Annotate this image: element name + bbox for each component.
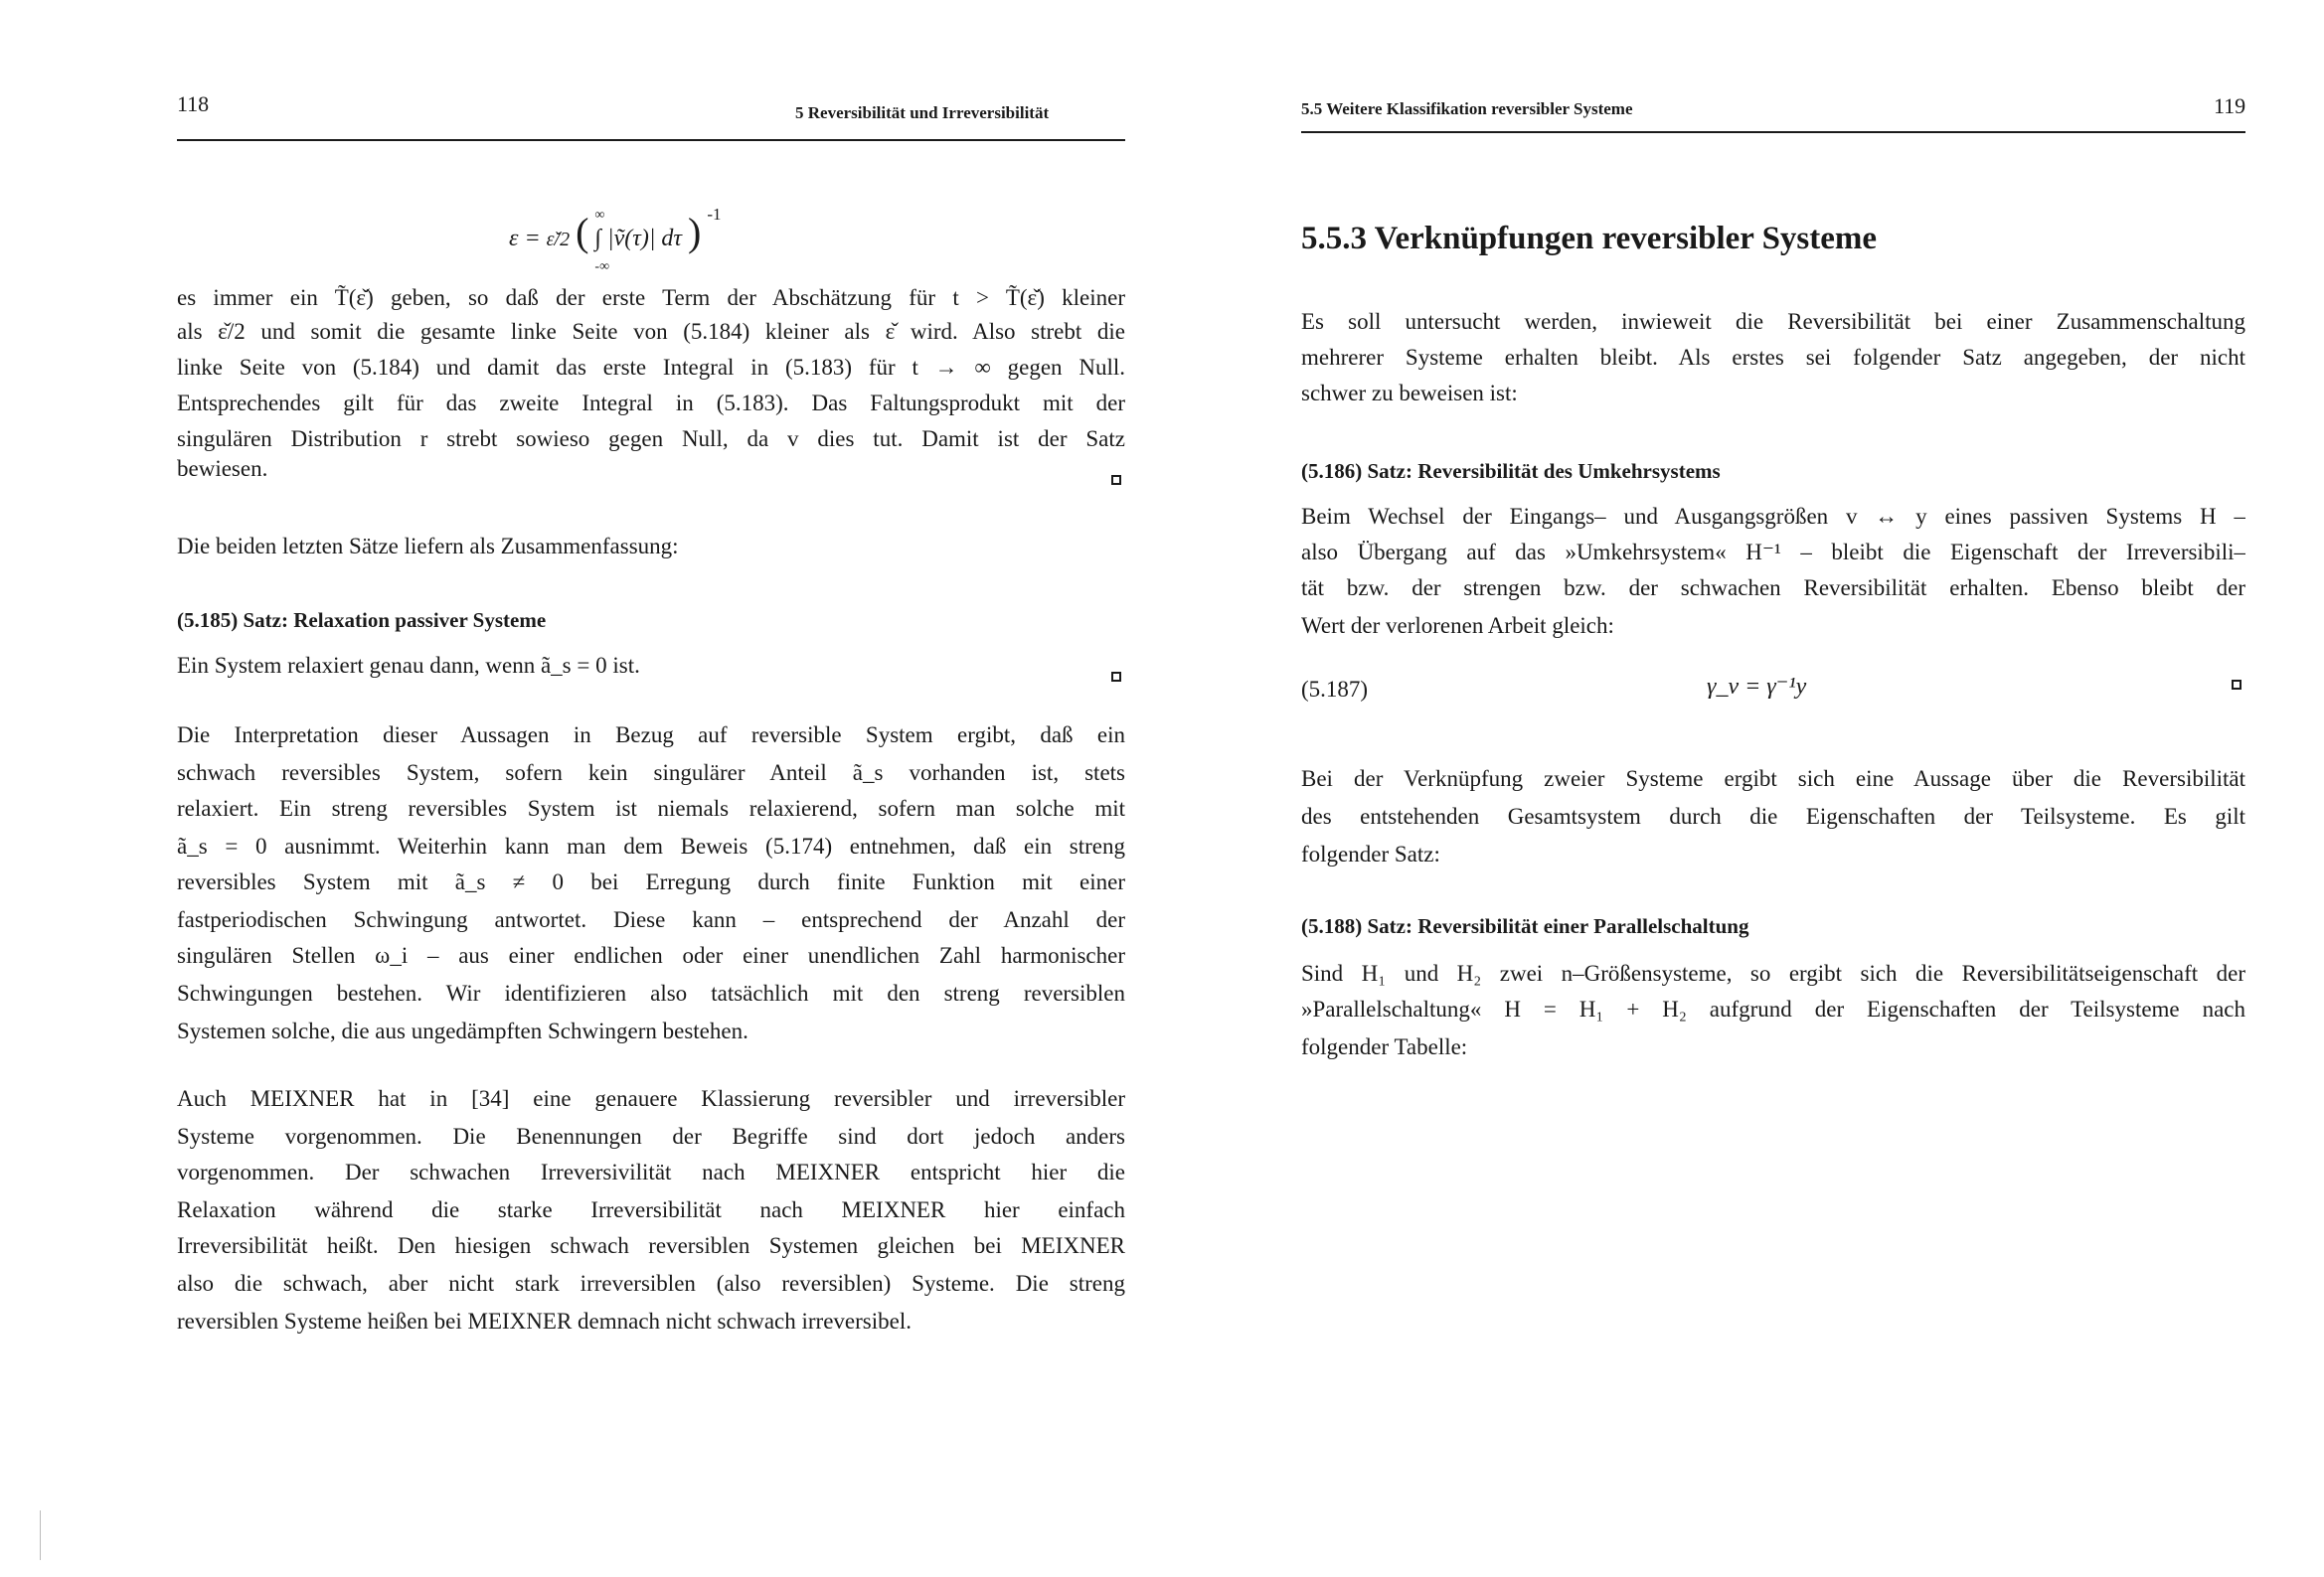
satz-heading: (5.185) Satz: Relaxation passiver Systeme	[177, 608, 547, 632]
scan-mark	[40, 1510, 41, 1560]
qed-box	[1111, 672, 1121, 682]
paragraph-line: schwach reversibles System, sofern kein singulärer Anteil ã_s vorhanden ist, stets	[177, 760, 1125, 785]
equation-epsilon	[509, 205, 722, 274]
paragraph-line: ã_s = 0 ausnimmt. Weiterhin kann man dem Beweis (5.174) entnehmen, daß ein streng	[177, 834, 1125, 859]
paragraph-line: linke Seite von (5.184) und damit das erste Integral in (5.183) für t → ∞ gegen Null.	[177, 355, 1125, 380]
paragraph-line: Die Interpretation dieser Aussagen in Bezug auf reversible System ergibt, daß ein	[177, 722, 1125, 747]
equation-exponent: -1	[707, 205, 722, 224]
equation-lhs: ε =	[509, 226, 541, 251]
running-head: 5 Reversibilität und Irreversibilität	[795, 103, 1050, 122]
paragraph-line: Sind H₁ und H₂ zwei n–Größensysteme, so ergibt sich die Reversibilitätseigenschaft der	[1301, 961, 2245, 986]
paragraph-line: fastperiodischen Schwingung antwortet. Diese kann – entsprechend der Anzahl der	[177, 907, 1125, 932]
paragraph-line: Systemen solche, die aus ungedämpften Schwingern bestehen.	[177, 1019, 748, 1043]
paragraph-line: vorgenommen. Der schwachen Irreversivilität nach MEIXNER entspricht hier die	[177, 1160, 1125, 1184]
paragraph-line: folgender Tabelle:	[1301, 1034, 1468, 1059]
satz-heading: (5.188) Satz: Reversibilität einer Parallelschaltung	[1301, 914, 1749, 938]
paragraph-line: folgender Satz:	[1301, 842, 1440, 867]
paragraph-line: als ε̌/2 und somit die gesamte linke Seite von (5.184) kleiner als ε̌ wird. Also strebt die	[177, 319, 1125, 344]
paragraph-line: Wert der verlorenen Arbeit gleich:	[1301, 613, 1614, 638]
paragraph-line: Die beiden letzten Sätze liefern als Zusammenfassung:	[177, 534, 679, 558]
paragraph-line: Es soll untersucht werden, inwieweit die Reversibilität bei einer Zusammenschaltung	[1301, 309, 2245, 334]
paragraph-line: es immer ein T̃(ε̌) geben, so daß der erste Term der Abschätzung für t > T̃(ε̌) kleiner	[177, 285, 1125, 310]
paragraph-line: singulären Stellen ω_i – aus einer endlichen oder einer unendlichen Zahl harmonischer	[177, 943, 1125, 968]
paren-close: )	[688, 210, 702, 254]
integral-upper: ∞	[594, 208, 605, 223]
paragraph-line: des entstehenden Gesamtsystem durch die Eigenschaften der Teilsysteme. Es gilt	[1301, 804, 2245, 829]
header-rule	[1301, 131, 2245, 133]
page-number: 118	[177, 91, 210, 116]
paragraph-line: Bei der Verknüpfung zweier Systeme ergibt sich eine Aussage über die Reversibilität	[1301, 766, 2245, 791]
equation-integral: ∞ ∫ |ṽ(τ)| dτ -∞	[594, 208, 683, 274]
paragraph-line: Irreversibilität heißt. Den hiesigen schwach reversiblen Systemen gleichen bei MEIXNER	[177, 1233, 1125, 1258]
equation-label: (5.187)	[1301, 677, 1369, 702]
equation-fraction: ε̌/2	[546, 229, 571, 250]
qed-box	[1111, 475, 1121, 485]
paragraph-line: reversibles System mit ã_s ≠ 0 bei Erregung durch finite Funktion mit einer	[177, 869, 1125, 894]
running-head: 5.5 Weitere Klassifikation reversibler Systeme	[1301, 99, 1633, 118]
paragraph-line: schwer zu beweisen ist:	[1301, 381, 1518, 405]
paragraph-line: Relaxation während die starke Irreversibilität nach MEIXNER hier einfach	[177, 1197, 1125, 1222]
paragraph-line: mehrerer Systeme erhalten bleibt. Als erstes sei folgender Satz angegeben, der nicht	[1301, 345, 2245, 370]
satz-text: Ein System relaxiert genau dann, wenn ã_s = 0 ist.	[177, 653, 640, 678]
paragraph-line: Systeme vorgenommen. Die Benennungen der Begriffe sind dort jedoch anders	[177, 1124, 1125, 1149]
header-rule	[177, 139, 1125, 141]
paragraph-line: bewiesen.	[177, 456, 268, 481]
right-page	[1162, 0, 2324, 1577]
equation-work: γ_v = γ⁻¹y	[1707, 674, 1807, 700]
paragraph-line: also die schwach, aber nicht stark irreversiblen (also reversiblen) Systeme. Die streng	[177, 1271, 1125, 1296]
paragraph-line: tät bzw. der strengen bzw. der schwachen Reversibilität erhalten. Ebenso bleibt der	[1301, 575, 2245, 600]
paragraph-line: also Übergang auf das »Umkehrsystem« H⁻¹ – bleibt die Eigenschaft der Irreversibili–	[1301, 540, 2245, 564]
paragraph-line: singulären Distribution r strebt sowieso gegen Null, da v dies tut. Damit ist der Satz	[177, 426, 1125, 451]
paragraph-line: relaxiert. Ein streng reversibles System ist niemals relaxierend, sofern man solche mit	[177, 796, 1125, 821]
paragraph-line: Beim Wechsel der Eingangs– und Ausgangsgrößen v ↔ y eines passiven Systems H –	[1301, 504, 2245, 529]
paren-open: (	[576, 210, 589, 254]
paragraph-line: Schwingungen bestehen. Wir identifizieren also tatsächlich mit den streng reversiblen	[177, 981, 1125, 1006]
integral-lower: -∞	[594, 259, 610, 274]
qed-box	[2232, 680, 2241, 690]
paragraph-line: »Parallelschaltung« H = H₁ + H₂ aufgrund der Eigenschaften der Teilsysteme nach	[1301, 997, 2245, 1022]
page-number: 119	[2214, 93, 2246, 118]
section-title: 5.5.3 Verknüpfungen reversibler Systeme	[1301, 221, 1878, 256]
paragraph-line: Entsprechendes gilt für das zweite Integral in (5.183). Das Faltungsprodukt mit der	[177, 391, 1125, 415]
paragraph-line: Auch MEIXNER hat in [34] eine genauere Klassierung reversibler und irreversibler	[177, 1086, 1125, 1111]
paragraph-line: reversiblen Systeme heißen bei MEIXNER demnach nicht schwach irreversibel.	[177, 1309, 912, 1334]
satz-heading: (5.186) Satz: Reversibilität des Umkehrsystems	[1301, 459, 1721, 483]
